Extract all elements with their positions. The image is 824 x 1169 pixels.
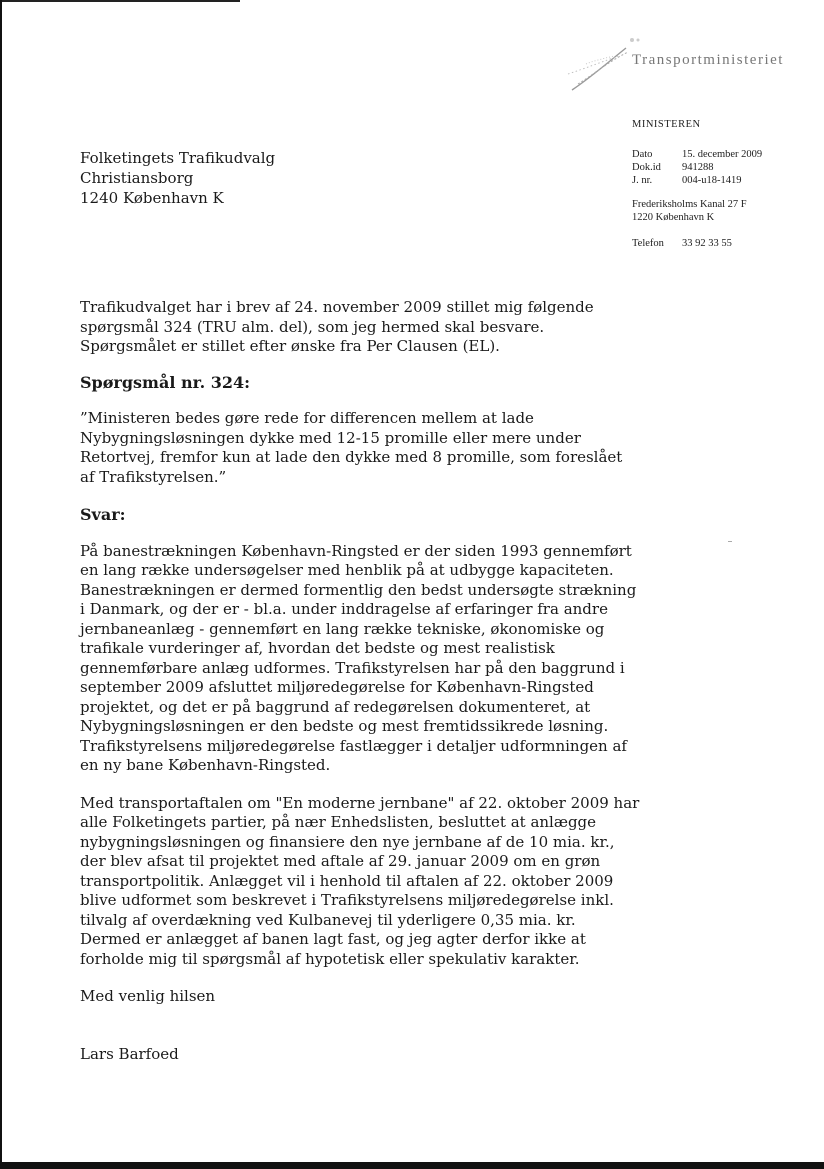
signature-name: Lars Barfoed (80, 1044, 179, 1063)
recipient-address (80, 148, 275, 208)
question-text: ”Ministeren bedes gøre rede for differencen mellem at lade Nybygningsløsningen dykke med 12-15 promille eller mere under Retortvej, fremfor kun at lade den dykke med 8 promille, som foreslået af Trafikstyrelsen.” (80, 409, 623, 486)
letter-body (80, 298, 640, 1064)
meta-row-journal (632, 174, 762, 187)
meta-value: 004-u18-1419 (682, 175, 742, 186)
answer-heading: Svar: (80, 505, 126, 524)
meta-value: 15. december 2009 (682, 149, 763, 160)
scan-edge-bottom (0, 1162, 824, 1169)
phone-key: Telefon (632, 238, 664, 249)
recipient-line: Folketingets Trafikudvalg (80, 149, 276, 167)
intro-paragraph: Trafikudvalget har i brev af 24. november 2009 stillet mig følgende spørgsmål 324 (TRU alm. del), som jeg hermed skal besvare. Spørgsmålet er stillet efter ønske fra Per Clausen (EL). (80, 298, 594, 355)
meta-key: Dok.id (632, 162, 661, 173)
answer-paragraph: På banestrækningen København-Ringsted er der siden 1993 gennemført en lang række undersøgelser med henblik på at udbygge kapaciteten. Banestrækningen er dermed formentlig den bedst undersøgte strækning i Danmark, og der er - bl.a. under inddragelse af erfaringer fra andre jernbaneanlæg - gennemført en lang række tekniske, økonomiske og trafikale vurderinger af, hvordan det bedste og mest realistisk gennemførbare anlæg udformes. Trafikstyrelsen har på den baggrund i september 2009 afsluttet miljøredegørelse for København-Ringsted projektet, og det er på baggrund af redegørelsen dokumenteret, at Nybygningsløsningen er den bedste og mest fremtidssikrede løsning. Trafikstyrelsens miljøredegørelse fastlægger i detaljer udformningen af en ny bane København-Ringsted. (80, 541, 637, 774)
logo-wordmark: Transportministeriet (632, 52, 784, 68)
answer-paragraph: Med transportaftalen om "En moderne jernbane" af 22. oktober 2009 har alle Folketingets partier, på nær Enhedslisten, besluttet at anlægge nybygningsløsningen og finansiere den nye jernbane af de 10 mia. kr., der blev afsat til projektet med aftale af 29. januar 2009 om en grøn transportpolitik. Anlægget vil i henhold til aftalen af 22. oktober 2009 blive udformet som beskrevet i Trafikstyrelsens miljøredegørelse inkl. tilvalg af overdækning ved Kulbanevej til yderligere 0,35 mia. kr. Dermed er anlægget af banen lagt fast, og jeg agter derfor ikke at forholde mig til spørgsmål af hypotetisk eller spekulativ karakter. (80, 793, 640, 968)
recipient-line: Christiansborg (80, 169, 194, 187)
sender-title: MINISTEREN (632, 119, 701, 130)
address-line: Frederiksholms Kanal 27 F (632, 199, 747, 210)
scan-edge-left (0, 0, 2, 1169)
sender-phone (632, 237, 732, 250)
question-heading: Spørgsmål nr. 324: (80, 372, 251, 392)
recipient-line: 1240 København K (80, 189, 224, 207)
meta-key: Dato (632, 149, 653, 160)
phone-value: 33 92 33 55 (682, 238, 732, 249)
document-meta (632, 148, 762, 187)
meta-row-date (632, 148, 762, 161)
sender-address (632, 198, 747, 224)
ministry-logo (566, 34, 796, 94)
meta-value: 941288 (682, 162, 714, 173)
meta-key: J. nr. (632, 175, 653, 186)
closing-greeting: Med venlig hilsen (80, 987, 216, 1005)
scan-edge-top (0, 0, 240, 2)
meta-row-docid (632, 161, 762, 174)
scan-mark (728, 541, 732, 542)
address-line: 1220 København K (632, 212, 715, 223)
